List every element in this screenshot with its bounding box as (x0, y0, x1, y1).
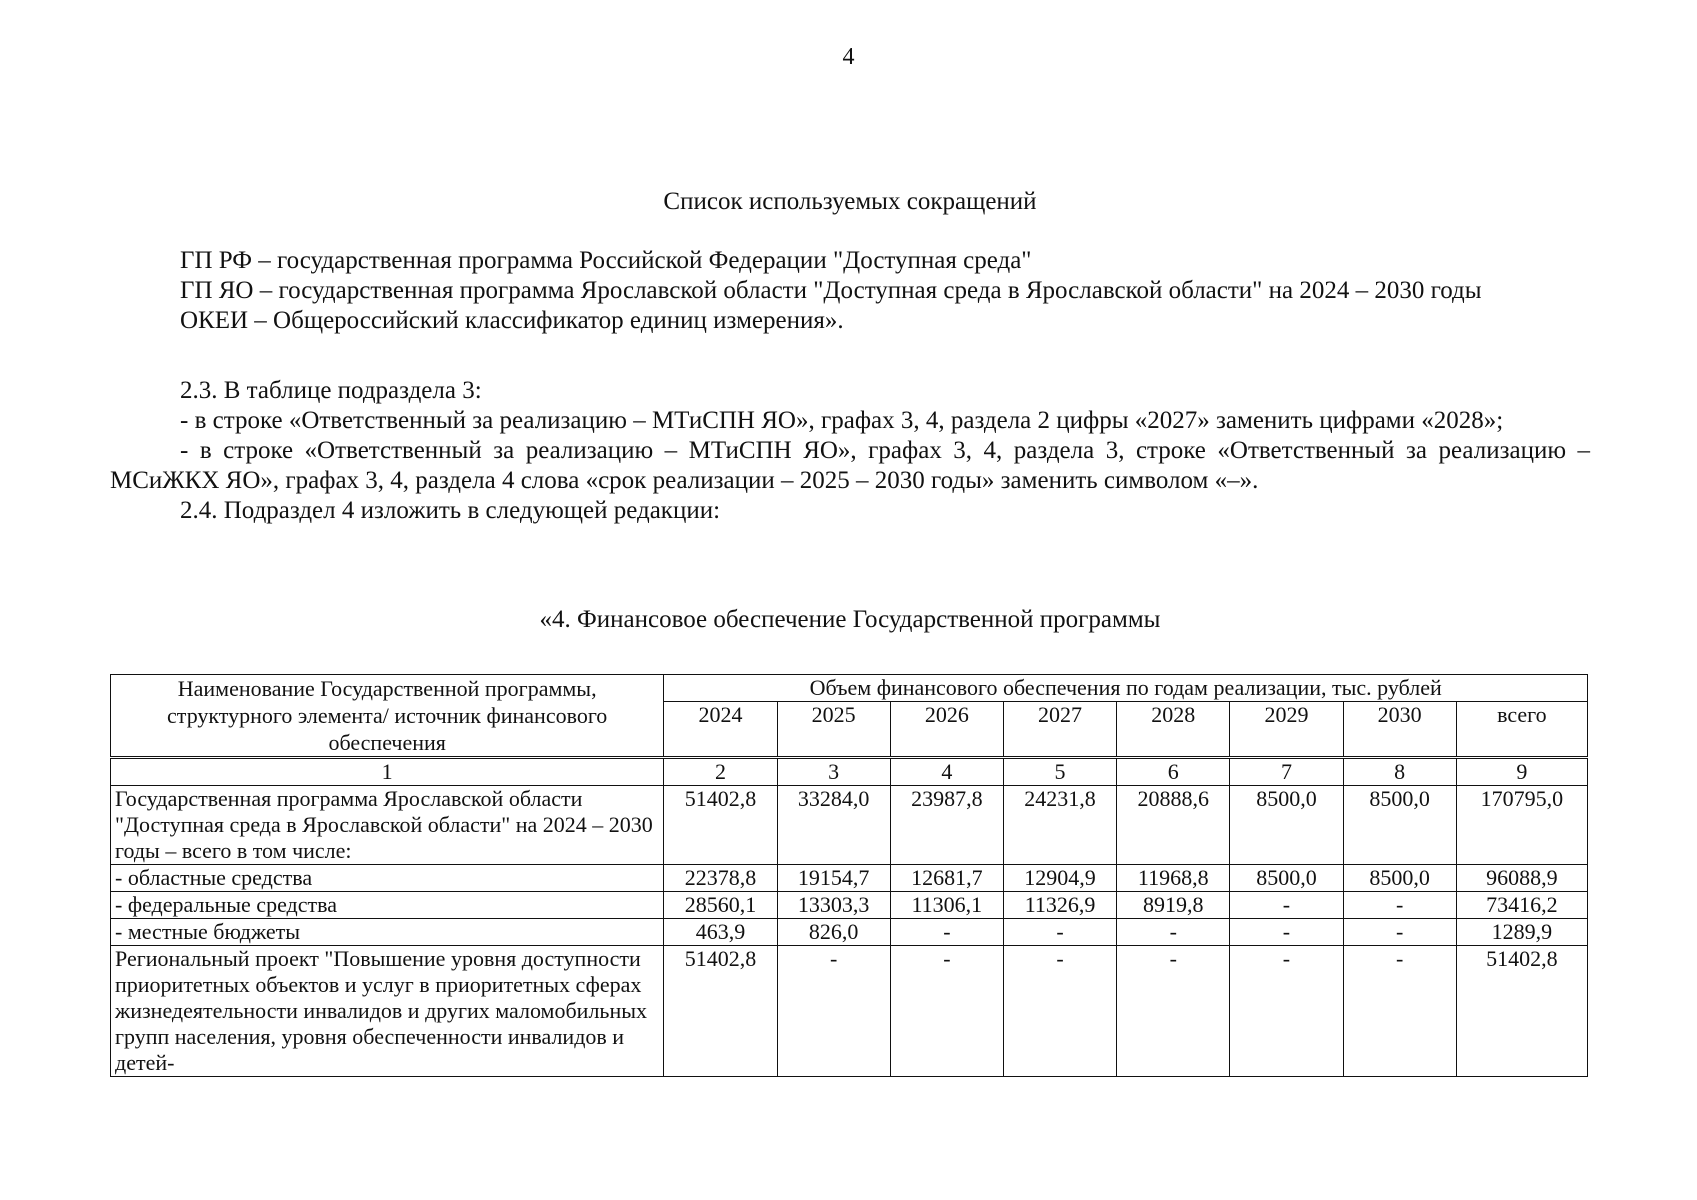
row-name: Региональный проект "Повышение уровня доступности приоритетных объектов и услуг в приоритетных сферах жизнедеятельности инвалидов и других маломобильных групп населения, уровня обеспеченности инвалидов и детей- (111, 946, 664, 1077)
row-name: - местные бюджеты (111, 919, 664, 946)
row-total-cell: 96088,9 (1456, 865, 1587, 892)
row-value-cell: 23987,8 (890, 786, 1003, 865)
amendment-item: - в строке «Ответственный за реализацию – МТиСПН ЯО», графах 3, 4, раздела 3, строке «Ответственный за реализацию – МСиЖКХ ЯО», графах 3, 4, раздела 4 слова «срок реализации – 2025 – 2030 годы» заменить символом «–». (110, 437, 1590, 494)
row-value-cell: 826,0 (777, 919, 890, 946)
row-value-cell: 12904,9 (1003, 865, 1116, 892)
row-value-cell: - (1230, 892, 1343, 919)
column-number: 8 (1343, 758, 1456, 786)
row-value-cell: 28560,1 (664, 892, 777, 919)
row-value-cell: 51402,8 (664, 786, 777, 865)
abbreviations-list (110, 246, 1590, 336)
column-number: 5 (1003, 758, 1116, 786)
row-value-cell: - (777, 946, 890, 1077)
amendment-item: 2.4. Подраздел 4 изложить в следующей редакции: (180, 497, 721, 524)
row-value-cell: - (890, 946, 1003, 1077)
row-value-cell: - (1003, 946, 1116, 1077)
row-value-cell: 11326,9 (1003, 892, 1116, 919)
abbreviations-title: Список используемых сокращений (663, 188, 1037, 215)
row-value-cell: 11968,8 (1117, 865, 1230, 892)
total-header: всего (1456, 702, 1587, 758)
table-row (111, 865, 1588, 892)
row-value-cell: - (1230, 919, 1343, 946)
column-number: 4 (890, 758, 1003, 786)
column-number: 7 (1230, 758, 1343, 786)
row-value-cell: - (1003, 919, 1116, 946)
amendments-list (110, 376, 1590, 526)
abbreviation-item: ОКЕИ – Общероссийский классификатор единиц измерения». (180, 307, 844, 334)
amendment-item: 2.3. В таблице подраздела 3: (180, 377, 482, 404)
row-total-cell: 73416,2 (1456, 892, 1587, 919)
row-value-cell: 33284,0 (777, 786, 890, 865)
year-header: 2026 (890, 702, 1003, 758)
row-value-cell: 8500,0 (1230, 786, 1343, 865)
column-number: 9 (1456, 758, 1587, 786)
row-value-cell: - (1230, 946, 1343, 1077)
row-value-cell: 463,9 (664, 919, 777, 946)
financing-table (110, 674, 1588, 1077)
table-header-volume: Объем финансового обеспечения по годам реализации, тыс. рублей (664, 675, 1588, 702)
row-value-cell: 8500,0 (1230, 865, 1343, 892)
column-numbers-row (111, 758, 1588, 786)
table-body (111, 786, 1588, 1077)
row-value-cell: 22378,8 (664, 865, 777, 892)
row-name: Государственная программа Ярославской области "Доступная среда в Ярославской области" на 2024 – 2030 годы – всего в том числе: (111, 786, 664, 865)
row-value-cell: 13303,3 (777, 892, 890, 919)
row-value-cell: 11306,1 (890, 892, 1003, 919)
row-value-cell: - (1343, 946, 1456, 1077)
year-header: 2027 (1003, 702, 1116, 758)
row-value-cell: 8919,8 (1117, 892, 1230, 919)
page-number: 4 (842, 44, 855, 70)
column-number: 1 (111, 758, 664, 786)
section-title: «4. Финансовое обеспечение Государственной программы (539, 606, 1161, 633)
row-value-cell: 20888,6 (1117, 786, 1230, 865)
row-value-cell: - (1343, 892, 1456, 919)
row-total-cell: 1289,9 (1456, 919, 1587, 946)
row-name: - областные средства (111, 865, 664, 892)
abbreviation-item: ГП ЯО – государственная программа Ярославской области "Доступная среда в Ярославской области" на 2024 – 2030 годы (180, 277, 1482, 304)
column-number: 2 (664, 758, 777, 786)
row-name: - федеральные средства (111, 892, 664, 919)
amendment-item: - в строке «Ответственный за реализацию – МТиСПН ЯО», графах 3, 4, раздела 2 цифры «2027» заменить цифрами «2028»; (180, 407, 1504, 434)
row-value-cell: - (1117, 946, 1230, 1077)
table-header-name: Наименование Государственной программы, структурного элемента/ источник финансового обеспечения (111, 675, 664, 758)
row-total-cell: 51402,8 (1456, 946, 1587, 1077)
row-value-cell: 19154,7 (777, 865, 890, 892)
abbreviation-item: ГП РФ – государственная программа Российской Федерации "Доступная среда" (180, 247, 1032, 274)
row-value-cell: 24231,8 (1003, 786, 1116, 865)
column-number: 6 (1117, 758, 1230, 786)
row-total-cell: 170795,0 (1456, 786, 1587, 865)
year-header: 2030 (1343, 702, 1456, 758)
row-value-cell: - (1117, 919, 1230, 946)
year-header: 2025 (777, 702, 890, 758)
table-row (111, 786, 1588, 865)
table-row (111, 892, 1588, 919)
row-value-cell: 8500,0 (1343, 865, 1456, 892)
row-value-cell: - (890, 919, 1003, 946)
row-value-cell: - (1343, 919, 1456, 946)
year-header: 2028 (1117, 702, 1230, 758)
table-row (111, 946, 1588, 1077)
row-value-cell: 8500,0 (1343, 786, 1456, 865)
column-number: 3 (777, 758, 890, 786)
year-header: 2029 (1230, 702, 1343, 758)
year-header: 2024 (664, 702, 777, 758)
row-value-cell: 51402,8 (664, 946, 777, 1077)
table-row (111, 919, 1588, 946)
row-value-cell: 12681,7 (890, 865, 1003, 892)
